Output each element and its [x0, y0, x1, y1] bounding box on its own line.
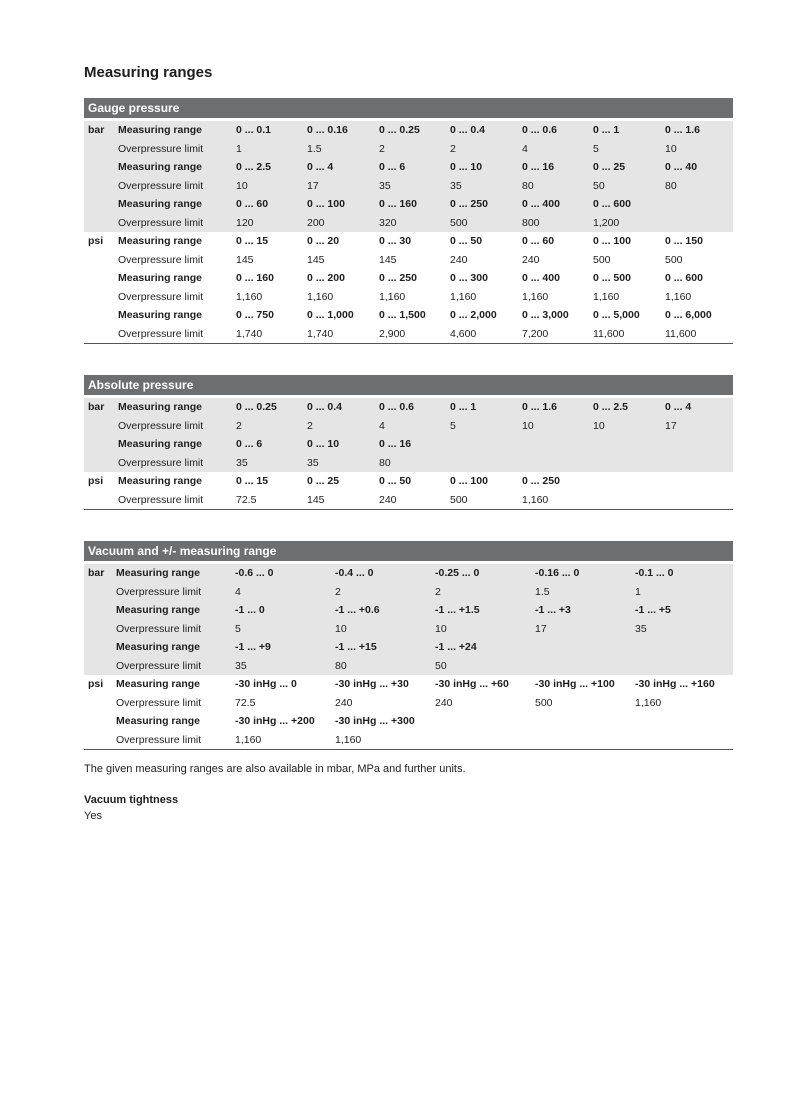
table-cell: 35: [450, 179, 462, 192]
row-label: Measuring range: [116, 641, 201, 653]
row-label: Measuring range: [118, 475, 203, 487]
row-label: Overpressure limit: [118, 327, 204, 340]
row-label: Overpressure limit: [118, 216, 204, 229]
section-title: Gauge pressure: [84, 98, 733, 118]
table-cell: 1,740: [236, 327, 263, 340]
table-cell: 0 ... 50: [450, 235, 483, 247]
row-label: Measuring range: [118, 438, 203, 450]
table-cell: 2: [307, 419, 313, 432]
table-cell: 35: [379, 179, 391, 192]
table-cell: 0 ... 16: [379, 438, 412, 450]
row-label: Measuring range: [116, 604, 201, 616]
table-cell: 10: [435, 622, 447, 635]
table-cell: 5: [593, 142, 599, 155]
table-cell: 0 ... 600: [665, 272, 703, 284]
table-cell: -30 inHg ... 0: [235, 678, 297, 690]
table-row: [84, 638, 733, 657]
table-cell: 240: [522, 253, 540, 266]
table-cell: 0 ... 2,000: [450, 309, 497, 321]
table-cell: 10: [593, 419, 605, 432]
table-cell: -30 inHg ... +60: [435, 678, 509, 690]
table-cell: 17: [307, 179, 319, 192]
table-cell: 80: [522, 179, 534, 192]
row-label: Overpressure limit: [118, 493, 204, 506]
table-row: [84, 694, 733, 713]
table-cell: 0 ... 250: [522, 475, 560, 487]
table-cell: 4: [235, 585, 241, 598]
table-cell: 320: [379, 216, 397, 229]
table-cell: 0 ... 150: [665, 235, 703, 247]
table-cell: 0 ... 30: [379, 235, 412, 247]
row-label: Overpressure limit: [116, 659, 202, 672]
table-row: [84, 195, 733, 214]
row-label: Measuring range: [116, 567, 201, 579]
unit-label: bar: [88, 567, 105, 579]
table-cell: -1 ... +24: [435, 641, 477, 653]
table-cell: 0 ... 0.1: [236, 124, 272, 136]
table-row: [84, 121, 733, 140]
units-note: The given measuring ranges are also available in mbar, MPa and further units.: [84, 763, 466, 775]
table-row: [84, 269, 733, 288]
row-label: Overpressure limit: [116, 585, 202, 598]
unit-label: psi: [88, 235, 104, 247]
table-cell: 0 ... 0.4: [307, 401, 343, 413]
table-cell: 0 ... 40: [665, 161, 698, 173]
table-cell: 500: [593, 253, 611, 266]
table-cell: 1,160: [593, 290, 620, 303]
table-cell: 0 ... 1,000: [307, 309, 354, 321]
row-label: Measuring range: [116, 715, 201, 727]
table-cell: 0 ... 6,000: [665, 309, 712, 321]
table-cell: -1 ... +5: [635, 604, 671, 616]
table-cell: 500: [665, 253, 683, 266]
table-cell: 0 ... 250: [450, 198, 488, 210]
table-cell: 0 ... 600: [593, 198, 631, 210]
table-cell: 0 ... 200: [307, 272, 345, 284]
table-cell: 0 ... 160: [379, 198, 417, 210]
table-cell: 1,160: [522, 493, 549, 506]
table-cell: 50: [593, 179, 605, 192]
row-label: Measuring range: [118, 161, 203, 173]
table-cell: 1.5: [535, 585, 550, 598]
table-cell: 240: [450, 253, 468, 266]
table-cell: 0 ... 10: [450, 161, 483, 173]
table-cell: 0 ... 1: [593, 124, 620, 136]
table-cell: 35: [235, 659, 247, 672]
table-row: [84, 398, 733, 417]
table-cell: 2: [335, 585, 341, 598]
table-cell: 500: [450, 216, 468, 229]
unit-group-psi: [84, 232, 733, 343]
table-cell: 145: [307, 493, 325, 506]
table-cell: 1,740: [307, 327, 334, 340]
table-cell: 4,600: [450, 327, 477, 340]
table-cell: 0 ... 100: [593, 235, 631, 247]
table-cell: 0 ... 25: [593, 161, 626, 173]
table-cell: -1 ... +1.5: [435, 604, 480, 616]
table-row: [84, 306, 733, 325]
table-row: [84, 491, 733, 510]
row-label: Overpressure limit: [116, 696, 202, 709]
table-row: [84, 158, 733, 177]
table-cell: -0.6 ... 0: [235, 567, 274, 579]
table-cell: 0 ... 100: [450, 475, 488, 487]
table-cell: 0 ... 20: [307, 235, 340, 247]
table-cell: 500: [450, 493, 468, 506]
table-cell: 0 ... 400: [522, 272, 560, 284]
table-cell: 200: [307, 216, 325, 229]
table-cell: 500: [535, 696, 553, 709]
row-label: Overpressure limit: [118, 419, 204, 432]
table-row: [84, 472, 733, 491]
row-label: Measuring range: [118, 124, 203, 136]
table-row: [84, 712, 733, 731]
table-row: [84, 325, 733, 344]
table-cell: 0 ... 2.5: [593, 401, 629, 413]
table-cell: 0 ... 0.6: [379, 401, 415, 413]
table-cell: -1 ... +15: [335, 641, 377, 653]
table-cell: 1,160: [522, 290, 549, 303]
row-label: Measuring range: [118, 401, 203, 413]
table-cell: 0 ... 6: [379, 161, 406, 173]
table-cell: -30 inHg ... +200: [235, 715, 315, 727]
table-cell: 1,160: [379, 290, 406, 303]
table-row: [84, 177, 733, 196]
table-cell: 10: [665, 142, 677, 155]
table-row: [84, 417, 733, 436]
table-cell: 145: [379, 253, 397, 266]
table-cell: 80: [335, 659, 347, 672]
gauge-pressure-section: [84, 98, 733, 344]
table-row: [84, 675, 733, 694]
table-cell: 120: [236, 216, 254, 229]
table-cell: 0 ... 0.16: [307, 124, 348, 136]
table-cell: 800: [522, 216, 540, 229]
table-cell: 17: [535, 622, 547, 635]
table-cell: 0 ... 5,000: [593, 309, 640, 321]
table-cell: 35: [307, 456, 319, 469]
table-cell: 0 ... 400: [522, 198, 560, 210]
row-label: Overpressure limit: [118, 179, 204, 192]
table-cell: -1 ... +0.6: [335, 604, 380, 616]
table-cell: -1 ... 0: [235, 604, 265, 616]
table-cell: 0 ... 160: [236, 272, 274, 284]
table-cell: 1: [236, 142, 242, 155]
table-cell: 1: [635, 585, 641, 598]
section-title: Absolute pressure: [84, 375, 733, 395]
table-cell: 0 ... 300: [450, 272, 488, 284]
table-cell: 11,600: [593, 327, 625, 340]
table-cell: -0.1 ... 0: [635, 567, 674, 579]
table-cell: 0 ... 15: [236, 475, 269, 487]
table-cell: 0 ... 1.6: [522, 401, 558, 413]
table-row: [84, 288, 733, 307]
table-cell: 50: [435, 659, 447, 672]
unit-group-bar: [84, 121, 733, 232]
unit-group-psi: [84, 472, 733, 509]
table-cell: 10: [236, 179, 248, 192]
table-cell: 0 ... 4: [307, 161, 334, 173]
table-cell: 4: [379, 419, 385, 432]
table-row: [84, 601, 733, 620]
table-cell: 1,160: [307, 290, 334, 303]
table-cell: 1,160: [235, 733, 262, 746]
table-cell: 4: [522, 142, 528, 155]
table-row: [84, 140, 733, 159]
table-cell: 0 ... 10: [307, 438, 340, 450]
table-cell: 72.5: [235, 696, 256, 709]
table-cell: 2: [379, 142, 385, 155]
table-row: [84, 214, 733, 233]
table-cell: 1.5: [307, 142, 322, 155]
table-cell: 0 ... 16: [522, 161, 555, 173]
table-cell: 1,160: [635, 696, 662, 709]
range-table: [84, 564, 733, 750]
table-cell: 0 ... 250: [379, 272, 417, 284]
table-cell: 2: [236, 419, 242, 432]
row-label: Overpressure limit: [118, 456, 204, 469]
table-cell: 1,160: [236, 290, 263, 303]
table-cell: 35: [236, 456, 248, 469]
table-cell: 0 ... 1,500: [379, 309, 426, 321]
table-cell: 0 ... 4: [665, 401, 692, 413]
section-title: Vacuum and +/- measuring range: [84, 541, 733, 561]
table-cell: 1,200: [593, 216, 620, 229]
table-cell: 0 ... 15: [236, 235, 269, 247]
table-cell: 145: [307, 253, 325, 266]
range-table: [84, 121, 733, 344]
table-cell: 145: [236, 253, 254, 266]
table-cell: 0 ... 60: [522, 235, 555, 247]
table-cell: 72.5: [236, 493, 257, 506]
table-cell: 0 ... 60: [236, 198, 269, 210]
row-label: Overpressure limit: [116, 622, 202, 635]
table-cell: 17: [665, 419, 677, 432]
table-cell: -30 inHg ... +100: [535, 678, 615, 690]
table-cell: -30 inHg ... +30: [335, 678, 409, 690]
table-cell: 0 ... 750: [236, 309, 274, 321]
vacuum-range-section: [84, 541, 733, 750]
row-label: Measuring range: [116, 678, 201, 690]
table-cell: 0 ... 1.6: [665, 124, 701, 136]
table-cell: 0 ... 50: [379, 475, 412, 487]
table-cell: 80: [379, 456, 391, 469]
table-cell: -0.16 ... 0: [535, 567, 580, 579]
unit-label: psi: [88, 678, 104, 690]
vacuum-tightness-value: Yes: [84, 810, 102, 822]
table-row: [84, 454, 733, 473]
row-label: Measuring range: [118, 235, 203, 247]
table-cell: -30 inHg ... +300: [335, 715, 415, 727]
table-cell: 11,600: [665, 327, 697, 340]
table-cell: 0 ... 0.25: [236, 401, 277, 413]
table-cell: 1,160: [335, 733, 362, 746]
table-row: [84, 657, 733, 676]
table-cell: 10: [335, 622, 347, 635]
unit-group-bar: [84, 398, 733, 472]
table-cell: 5: [450, 419, 456, 432]
unit-group-psi: [84, 675, 733, 749]
table-cell: 10: [522, 419, 534, 432]
row-label: Measuring range: [118, 272, 203, 284]
table-row: [84, 564, 733, 583]
unit-label: bar: [88, 124, 105, 136]
table-cell: 0 ... 2.5: [236, 161, 272, 173]
table-cell: 5: [235, 622, 241, 635]
table-cell: 0 ... 6: [236, 438, 263, 450]
vacuum-tightness-title: Vacuum tightness: [84, 794, 179, 806]
table-cell: 0 ... 0.6: [522, 124, 558, 136]
table-cell: -30 inHg ... +160: [635, 678, 715, 690]
table-cell: 1,160: [450, 290, 477, 303]
table-cell: 7,200: [522, 327, 549, 340]
table-cell: 0 ... 25: [307, 475, 340, 487]
row-label: Overpressure limit: [116, 733, 202, 746]
row-label: Overpressure limit: [118, 253, 204, 266]
table-cell: 35: [635, 622, 647, 635]
unit-group-bar: [84, 564, 733, 675]
range-table: [84, 398, 733, 510]
table-cell: 1,160: [665, 290, 692, 303]
table-cell: 0 ... 1: [450, 401, 477, 413]
table-row: [84, 583, 733, 602]
table-row: [84, 251, 733, 270]
unit-label: psi: [88, 475, 104, 487]
row-label: Measuring range: [118, 198, 203, 210]
table-cell: -1 ... +3: [535, 604, 571, 616]
page-title: Measuring ranges: [84, 64, 213, 81]
row-label: Overpressure limit: [118, 142, 204, 155]
table-row: [84, 620, 733, 639]
row-label: Overpressure limit: [118, 290, 204, 303]
absolute-pressure-section: [84, 375, 733, 510]
table-cell: 0 ... 3,000: [522, 309, 569, 321]
table-cell: 2,900: [379, 327, 406, 340]
table-cell: 80: [665, 179, 677, 192]
table-cell: 0 ... 100: [307, 198, 345, 210]
table-cell: 0 ... 0.4: [450, 124, 486, 136]
table-cell: -0.25 ... 0: [435, 567, 480, 579]
table-row: [84, 232, 733, 251]
table-cell: 0 ... 500: [593, 272, 631, 284]
table-cell: 2: [435, 585, 441, 598]
table-cell: 240: [435, 696, 453, 709]
row-label: Measuring range: [118, 309, 203, 321]
table-cell: 240: [335, 696, 353, 709]
table-cell: -1 ... +9: [235, 641, 271, 653]
table-cell: 2: [450, 142, 456, 155]
table-cell: 0 ... 0.25: [379, 124, 420, 136]
table-cell: 240: [379, 493, 397, 506]
unit-label: bar: [88, 401, 105, 413]
table-row: [84, 435, 733, 454]
table-row: [84, 731, 733, 750]
table-cell: -0.4 ... 0: [335, 567, 374, 579]
